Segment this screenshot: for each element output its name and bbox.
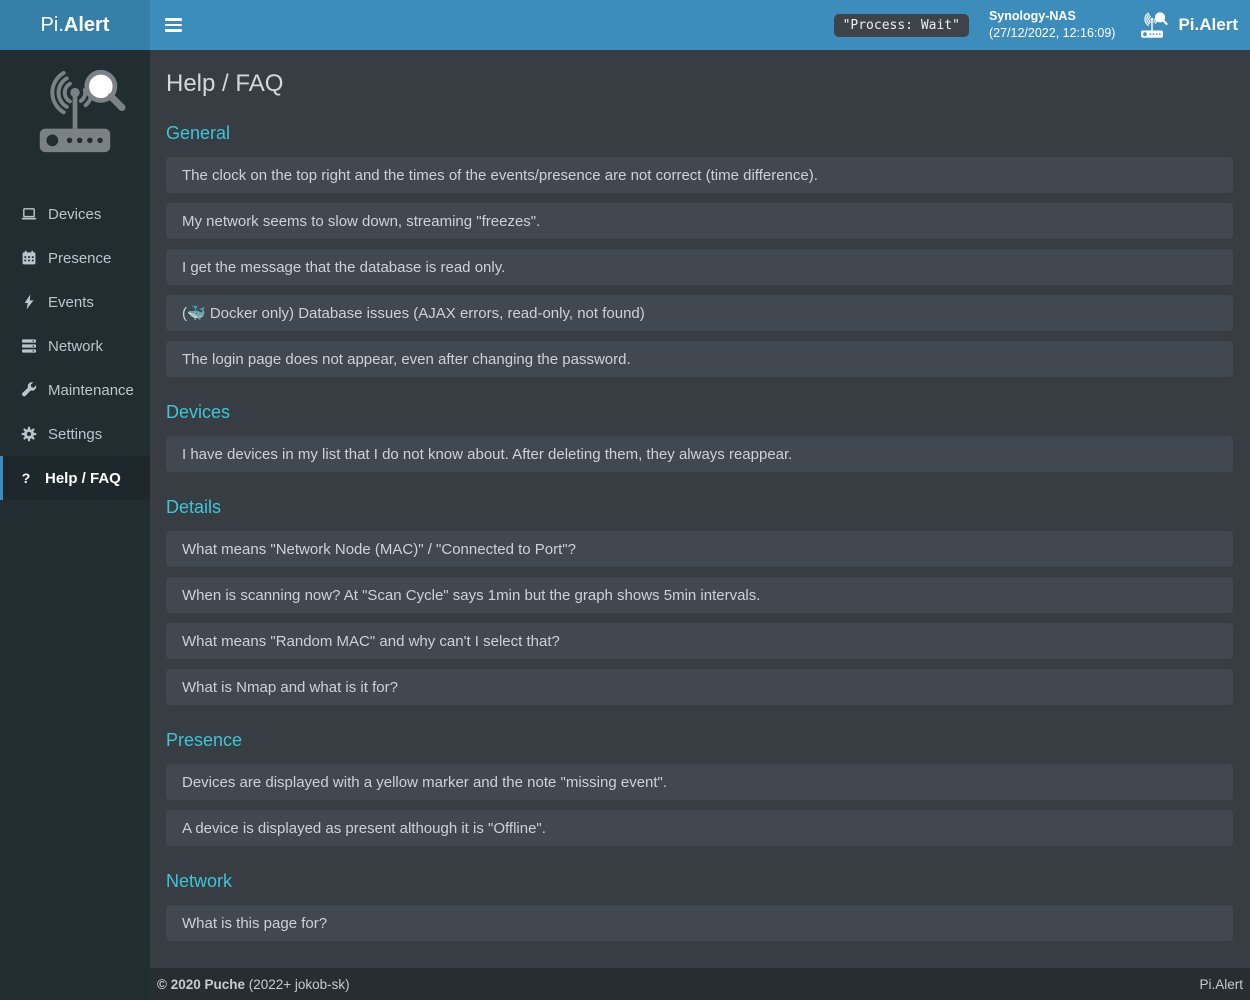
- faq-item[interactable]: A device is displayed as present although it is "Offline".: [166, 810, 1233, 846]
- svg-text:?: ?: [21, 470, 31, 486]
- faq-item[interactable]: When is scanning now? At "Scan Cycle" says 1min but the graph shows 5min intervals.: [166, 577, 1233, 613]
- sidebar-item-help-faq[interactable]: [0, 456, 150, 500]
- footer-copyright: [157, 977, 350, 992]
- top-header: [0, 0, 1250, 50]
- navbar: [150, 0, 1250, 50]
- footer-copyright-bold: © 2020 Puche: [157, 976, 245, 992]
- sidebar-item-label: Devices: [48, 205, 102, 223]
- process-status-badge[interactable]: "Process: Wait": [834, 14, 969, 37]
- faq-item[interactable]: My network seems to slow down, streaming "freezes".: [166, 203, 1233, 239]
- footer: [150, 968, 1250, 1000]
- sidebar: [0, 50, 150, 1000]
- brand-link[interactable]: [1135, 11, 1242, 39]
- sidebar-item-presence[interactable]: [0, 236, 150, 280]
- faq-item[interactable]: The login page does not appear, even after changing the password.: [166, 341, 1233, 377]
- question-icon: [18, 470, 34, 486]
- sidebar-menu: [0, 192, 150, 500]
- main-content: [150, 50, 1250, 968]
- section-title-general: General: [166, 123, 231, 143]
- faq-item[interactable]: What means "Network Node (MAC)" / "Connected to Port"?: [166, 531, 1233, 567]
- section-title-presence: Presence: [166, 730, 243, 750]
- sidebar-item-label: Maintenance: [48, 381, 134, 399]
- sidebar-item-devices[interactable]: [0, 192, 150, 236]
- hamburger-icon: [165, 18, 182, 20]
- server-icon: [21, 338, 37, 354]
- sidebar-item-label: Help / FAQ: [45, 469, 121, 487]
- faq-item[interactable]: What means "Random MAC" and why can't I select that?: [166, 623, 1233, 659]
- faq-item[interactable]: The clock on the top right and the times of the events/presence are not correct (time difference).: [166, 157, 1233, 193]
- pialert-logo-image: [0, 50, 150, 156]
- app-logo-prefix: Pi.: [40, 13, 64, 36]
- nas-timestamp: (27/12/2022, 12:16:09): [988, 26, 1116, 40]
- page-title: Help / FAQ: [166, 70, 284, 97]
- footer-brand: Pi.Alert: [1199, 976, 1243, 992]
- sidebar-item-settings[interactable]: [0, 412, 150, 456]
- navbar-right: [834, 8, 1250, 43]
- sidebar-item-network[interactable]: [0, 324, 150, 368]
- nas-info: [989, 8, 1116, 43]
- faq-item[interactable]: (🐳 Docker only) Database issues (AJAX errors, read-only, not found): [166, 295, 1233, 331]
- faq-item[interactable]: What is Nmap and what is it for?: [166, 669, 1233, 705]
- app-logo[interactable]: [0, 0, 150, 50]
- faq-item[interactable]: I get the message that the database is read only.: [166, 249, 1233, 285]
- bolt-icon: [21, 294, 37, 310]
- app-logo-suffix: Alert: [63, 13, 110, 36]
- faq-item[interactable]: What is this page for?: [166, 905, 1233, 941]
- calendar-icon: [21, 250, 37, 266]
- sidebar-item-maintenance[interactable]: [0, 368, 150, 412]
- wrench-icon: [21, 382, 37, 398]
- pialert-logo-icon: [1135, 11, 1169, 39]
- faq-item[interactable]: I have devices in my list that I do not know about. After deleting them, they always reappear.: [166, 436, 1233, 472]
- sidebar-item-label: Network: [48, 337, 104, 355]
- section-title-devices: Devices: [166, 402, 231, 422]
- section-title-details: Details: [166, 497, 222, 517]
- sidebar-item-label: Settings: [48, 425, 103, 443]
- nas-name: Synology-NAS: [988, 8, 1076, 23]
- faq-item[interactable]: Devices are displayed with a yellow marker and the note "missing event".: [166, 764, 1233, 800]
- section-title-network: Network: [166, 871, 233, 891]
- sidebar-item-events[interactable]: [0, 280, 150, 324]
- sidebar-item-label: Presence: [48, 249, 112, 267]
- laptop-icon: [21, 206, 37, 222]
- brand-label: Pi.Alert: [1178, 15, 1238, 34]
- gear-icon: [21, 426, 37, 442]
- footer-copyright-rest: (2022+ jokob-sk): [245, 976, 350, 992]
- sidebar-item-label: Events: [48, 293, 94, 311]
- sidebar-toggle-button[interactable]: [150, 0, 196, 50]
